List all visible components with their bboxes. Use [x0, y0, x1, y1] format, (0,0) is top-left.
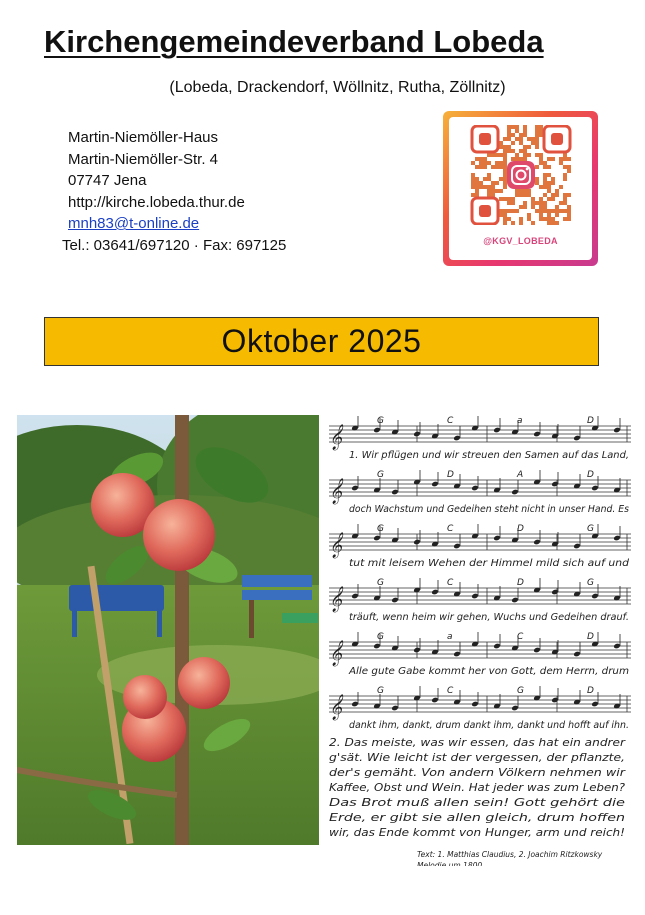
music-row	[329, 416, 631, 461]
verse2-line: 2. Das meiste, was wir essen, das hat ein andrer	[329, 737, 626, 749]
treble-clef-icon: 𝄞	[329, 479, 343, 504]
music-row	[329, 686, 631, 731]
instagram-handle: @KGV_LOBEDA	[483, 236, 558, 246]
verse2-line: Kaffee, Obst und Wein. Hat jeder was zum Leben?	[329, 782, 626, 794]
chord-label: G	[377, 686, 384, 696]
city: 07747 Jena	[68, 172, 147, 189]
chord-label: C	[447, 686, 454, 696]
chord-label: G	[517, 686, 524, 696]
credit-melody: Melodie um 1800	[417, 861, 483, 866]
email-link[interactable]: mnh83@t-online.de	[68, 215, 200, 232]
chord-label: D	[587, 470, 594, 480]
chord-label: C	[447, 524, 454, 534]
chord-label: G	[377, 524, 384, 534]
month-banner	[44, 317, 599, 366]
chord-label: D	[447, 470, 454, 480]
instagram-qr-code[interactable]	[443, 111, 598, 266]
chord-label: a	[447, 632, 453, 642]
chord-label: C	[517, 632, 524, 642]
chord-label: G	[377, 578, 384, 588]
verse2-line: der's gemäht. Von andern Völkern nehmen wir	[329, 767, 626, 779]
qr-pattern	[461, 125, 580, 225]
treble-clef-icon: 𝄞	[329, 587, 343, 612]
music-row	[329, 632, 631, 677]
chord-label: A	[517, 470, 524, 480]
verse2-line: Erde, er gibt sie allen gleich, drum hoffen	[329, 812, 625, 824]
contact-block	[62, 127, 287, 256]
lyric-line: tut mit leisem Wehen der Himmel mild sich auf und	[349, 558, 631, 569]
music-row	[329, 578, 631, 623]
street-address: Martin-Niemöller-Str. 4	[68, 150, 219, 168]
chord-label: D	[587, 686, 594, 696]
treble-clef-icon: 𝄞	[329, 425, 343, 450]
lyric-line: doch Wachstum und Gedeihen steht nicht in unser Hand. Es	[349, 504, 629, 515]
chord-label: G	[587, 578, 594, 588]
verse2-line: g'sät. Wie leicht ist der vergessen, der pflanzte,	[329, 752, 625, 764]
treble-clef-icon: 𝄞	[329, 695, 343, 720]
chord-label: D	[587, 632, 594, 642]
house-name: Martin-Niemöller-Haus	[68, 129, 219, 146]
treble-clef-icon: 𝄞	[329, 533, 343, 558]
credit-text: Text: 1. Matthias Claudius, 2. Joachim Ritzkowsky	[417, 850, 603, 859]
verse2-line: Das Brot muß allen sein! Gott gehört die	[329, 797, 625, 809]
chord-label: D	[587, 416, 594, 426]
website-url[interactable]: http://kirche.lobeda.thur.de	[68, 193, 245, 211]
chord-label: C	[447, 578, 454, 588]
chord-label: G	[377, 632, 384, 642]
chord-label: G	[587, 524, 594, 534]
lyric-line: Alle gute Gabe kommt her von Gott, dem Herrn, drum	[347, 666, 629, 677]
page-title: Kirchengemeindeverband Lobeda	[44, 24, 544, 59]
chord-label: G	[377, 470, 384, 480]
chord-label: D	[517, 524, 524, 534]
music-row	[329, 470, 631, 515]
chord-label: C	[447, 416, 454, 426]
chord-label: D	[517, 578, 524, 588]
apple-tree-photo	[17, 415, 319, 845]
month-label: Oktober 2025	[221, 323, 422, 359]
phone-fax: Tel.: 03641/697120 · Fax: 697125	[62, 236, 287, 254]
music-row	[329, 524, 631, 569]
verse2-line: wir, das Ende kommt von Hunger, arm und reich!	[329, 827, 625, 839]
lyric-line: dankt ihm, dankt, drum dankt ihm, dankt und hofft auf ihn.	[349, 720, 629, 731]
lyric-line: träuft, wenn heim wir gehen, Wuchs und Gedeihen drauf.	[349, 612, 629, 623]
lyric-line: 1. Wir pflügen und wir streuen den Samen auf das Land,	[349, 450, 629, 461]
chord-label: a	[517, 416, 523, 426]
instagram-icon	[507, 161, 535, 189]
song-sheet	[327, 406, 633, 866]
treble-clef-icon: 𝄞	[329, 641, 343, 666]
chord-label: G	[377, 416, 384, 426]
parish-list: (Lobeda, Drackendorf, Wöllnitz, Rutha, Zöllnitz)	[169, 79, 506, 96]
